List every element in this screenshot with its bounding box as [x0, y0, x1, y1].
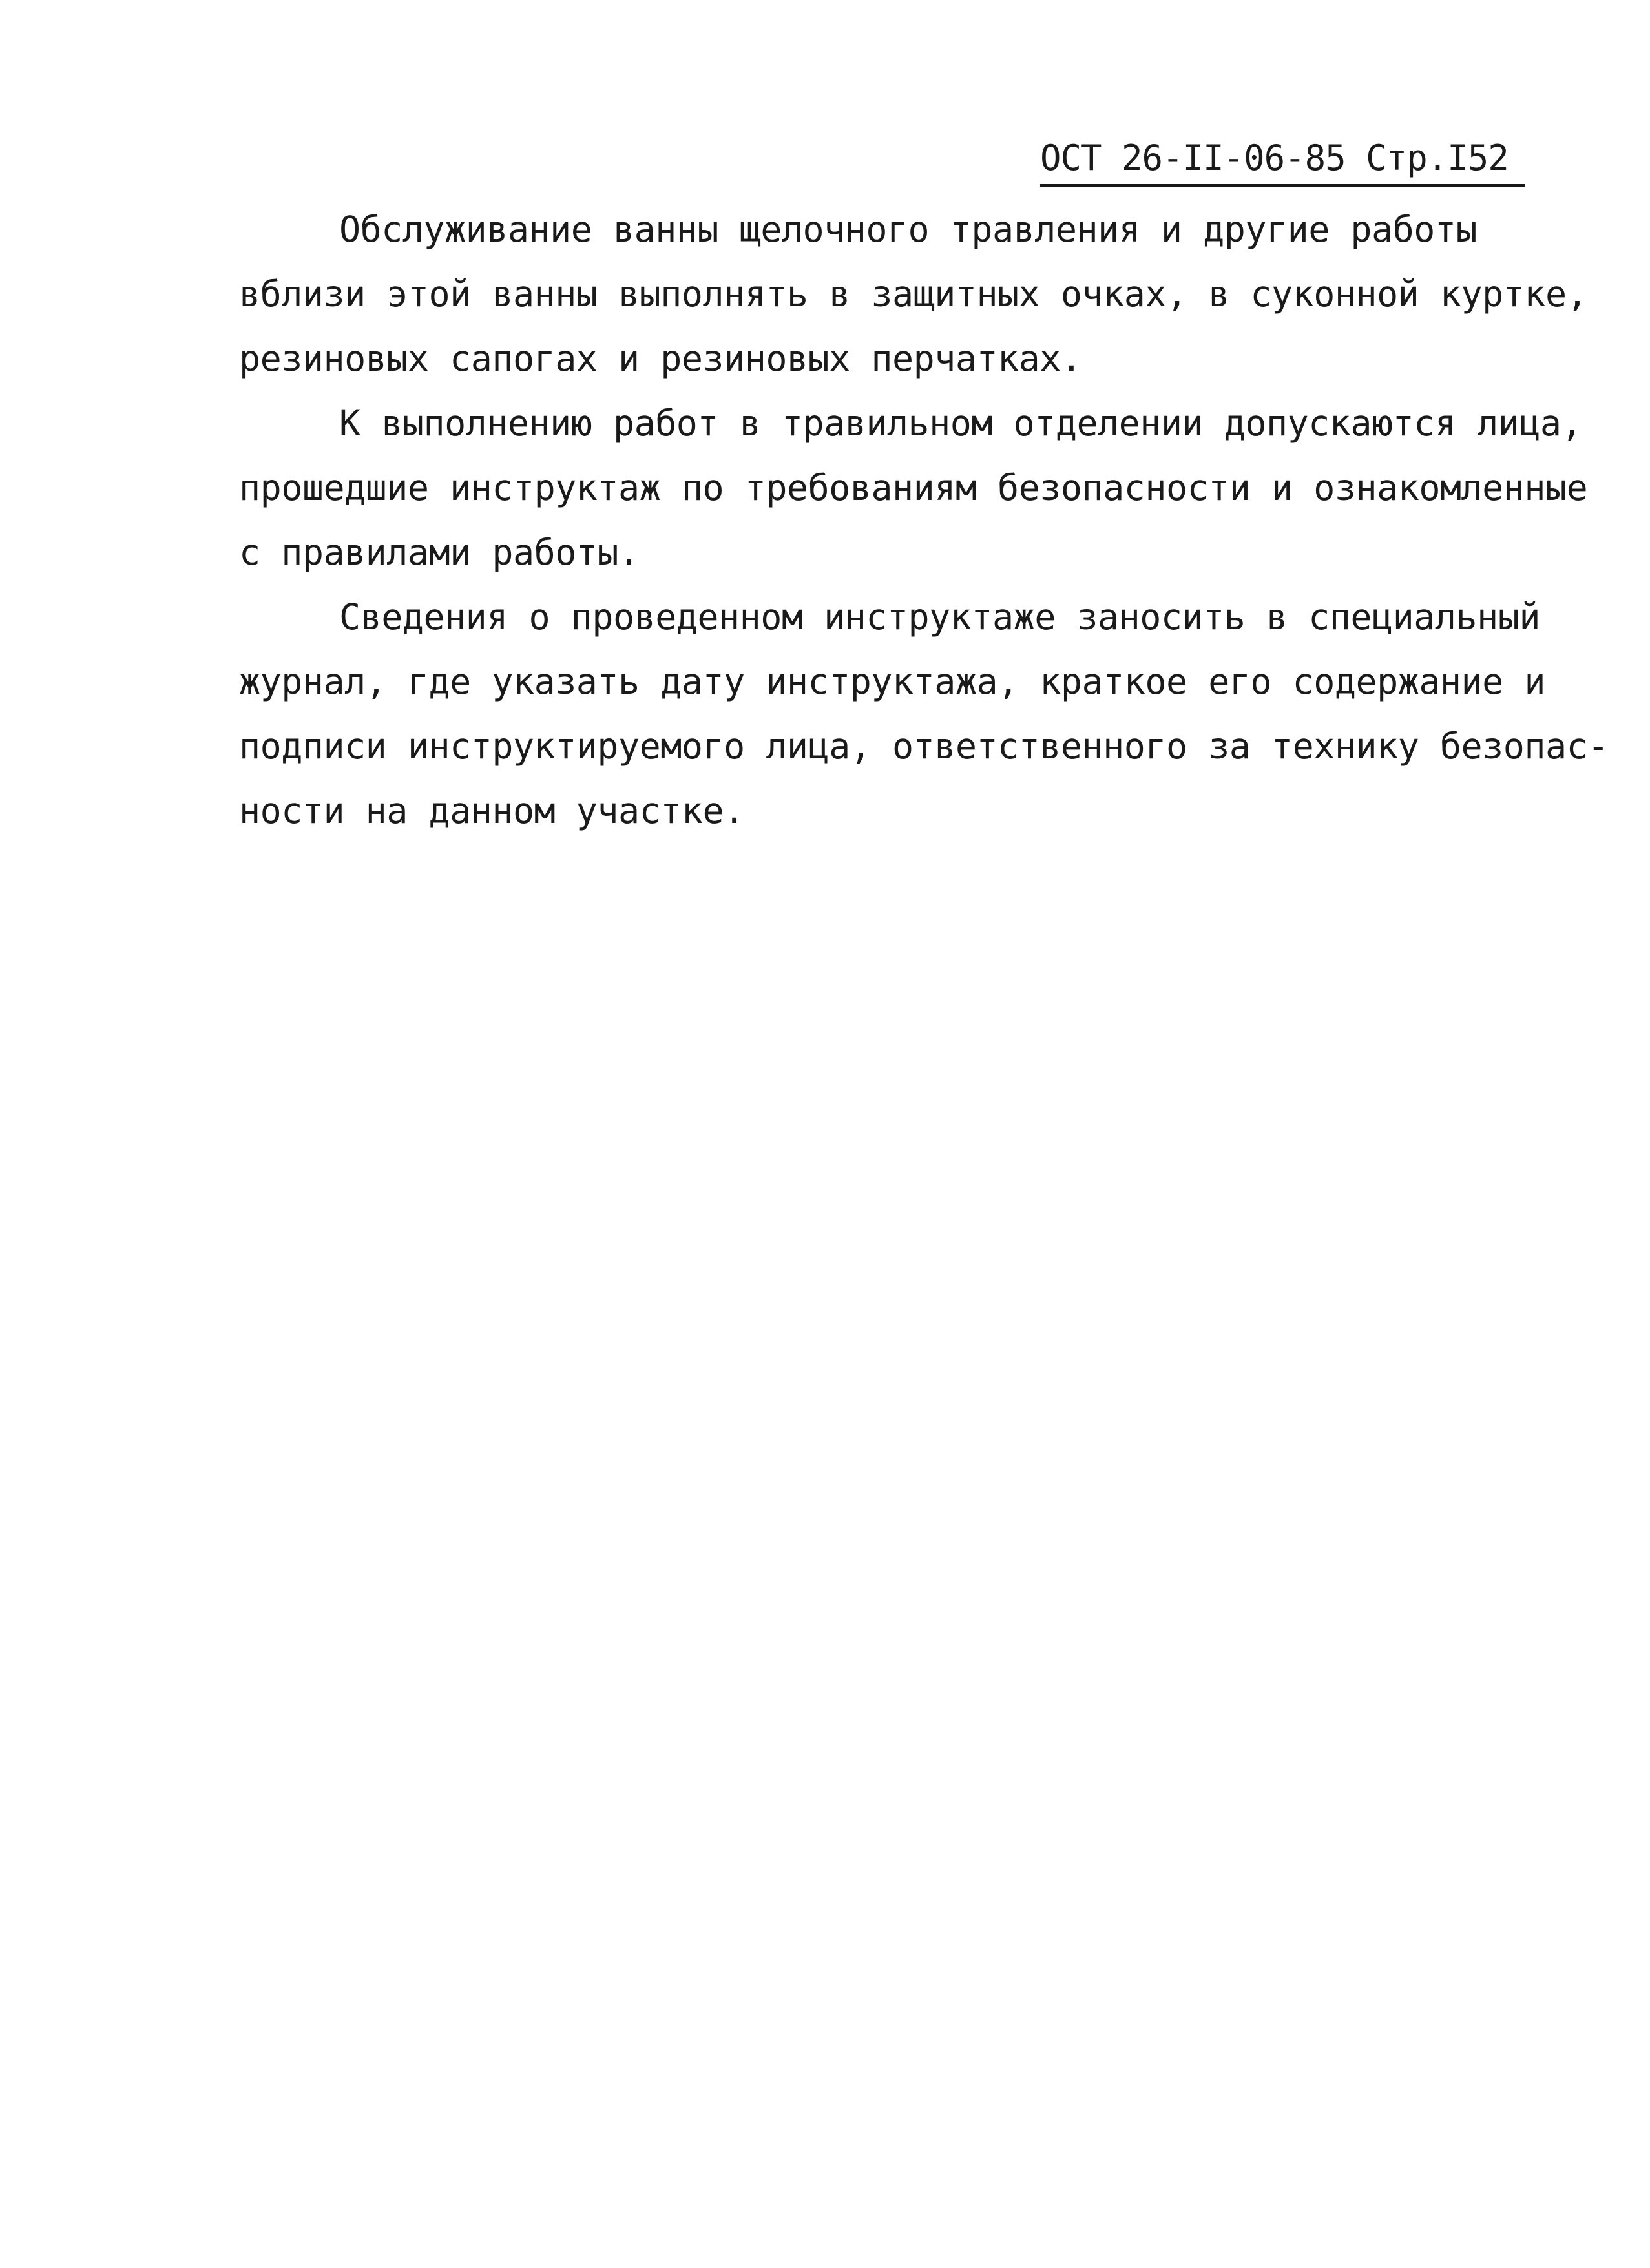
- text-line: резиновых сапогах и резиновых перчатках.: [239, 338, 1082, 379]
- text-line: прошедшие инструктаж по требованиям безопасности и ознакомленные: [239, 467, 1588, 508]
- paragraph-protective-equipment: [239, 197, 1588, 391]
- text-line: вблизи этой ванны выполнять в защитных очках, в суконной куртке,: [239, 273, 1588, 315]
- text-line: журнал, где указать дату инструктажа, краткое его содержание и: [239, 661, 1545, 702]
- document-body: [239, 197, 1609, 843]
- paragraph-instruction-log: [239, 585, 1609, 843]
- text-line: Сведения о проведенном инструктаже заносить в специальный: [339, 596, 1540, 638]
- document-header: ОСТ 26-II-06-85 Стр.I52: [1040, 132, 1525, 187]
- paragraph-admission: [239, 391, 1588, 585]
- text-line: К выполнению работ в травильном отделении допускаются лица,: [339, 402, 1583, 444]
- text-line: подписи инструктируемого лица, ответственного за технику безопас-: [239, 725, 1609, 767]
- text-line: Обслуживание ванны щелочного травления и другие работы: [339, 209, 1478, 250]
- text-line: с правилами работы.: [239, 532, 640, 573]
- text-line: ности на данном участке.: [239, 790, 745, 831]
